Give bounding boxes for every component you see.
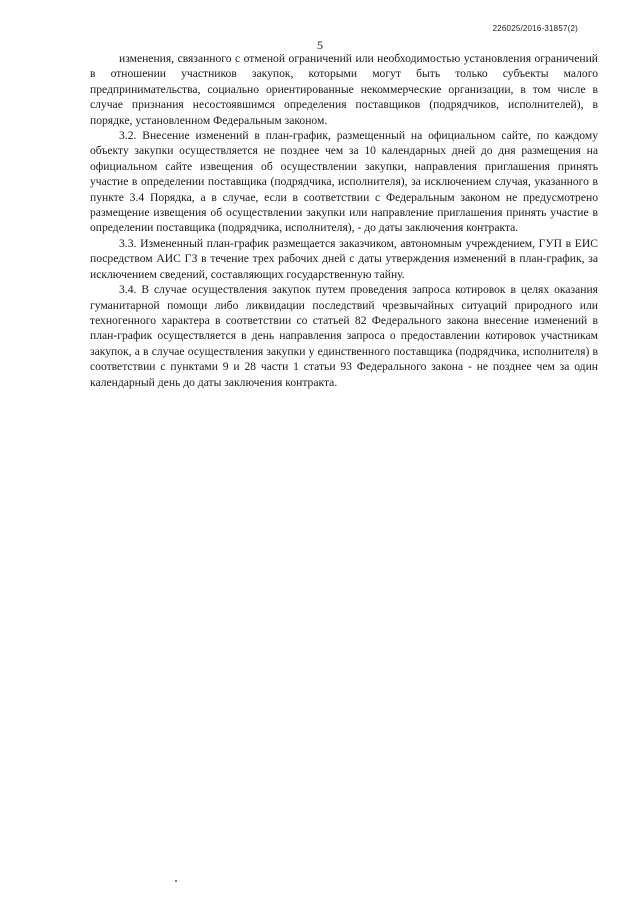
scan-speck [175,880,177,882]
document-id: 226025/2016-31857(2) [492,24,578,33]
page-number: 5 [317,38,323,52]
paragraph-continuation: изменения, связанного с отменой ограничений или необходимостью установления ограничений в отношении участников закупок, которыми могут быть только субъекты малого предпринимательства, социально ориентированные некоммерческие организации, в том числе в случае признания несостоявшимся определения поставщиков (подрядчиков, исполнителей), в порядке, установленном Федеральным законом. [90,52,598,127]
paragraph-3-2: 3.2. Внесение изменений в план-график, размещенный на официальном сайте, по каждому объекту закупки осуществляется не позднее чем за 10 календарных дней до дня размещения на официальном сайте извещения об осуществлении закупки, направления приглашения принять участие в определении поставщика (подрядчика, исполнителя), за исключением случая, указанного в пункте 3.4 Порядка, а в случае, если в соответствии с Федеральным законом не предусмотрено размещение извещения об осуществлении закупки или направление приглашения принять участие в определении поставщика (подрядчика, исполнителя), - до даты заключения контракта. [90,129,598,235]
paragraph-3-3: 3.3. Измененный план-график размещается заказчиком, автономным учреждением, ГУП в ЕИС посредством АИС ГЗ в течение трех рабочих дней с даты утверждения изменений в план-график, за исключением сведений, составляющих государственную тайну. [90,236,598,281]
paragraph-3-4: 3.4. В случае осуществления закупок путем проведения запроса котировок в целях оказания гуманитарной помощи либо ликвидации последствий чрезвычайных ситуаций природного или техногенного характера в соответствии со статьей 82 Федерального закона внесение изменений в план-график осуществляется в день направления запроса о предоставлении котировок участникам закупок, а в случае осуществления закупки у единственного поставщика (подрядчика, исполнителя) в соответствии с пунктами 9 и 28 части 1 статьи 93 Федерального закона - не позднее чем за один календарный день до даты заключения контракта. [90,283,598,389]
document-body [90,51,598,390]
